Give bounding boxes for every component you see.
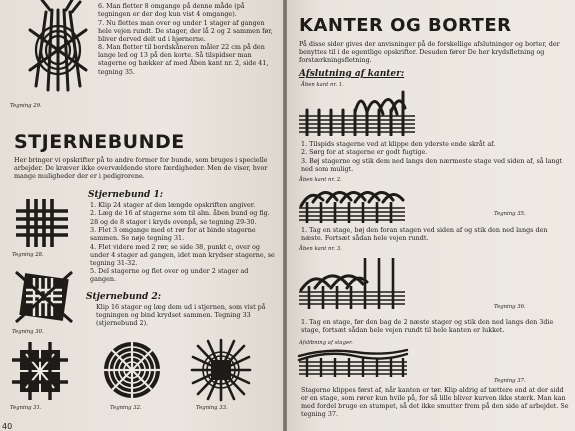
weave-illustration-30	[14, 268, 74, 326]
ak1-step-1: 1. Tilspids stagerne ved at klippe den yderste ende skråt af.	[301, 140, 496, 148]
intro-paragraph: Her bringer vi opskrifter på to andre former for bunde, som bruges i specielle arbejder. De kræver ikke overvældende store færdigheder. Men de viser, hvor mange muligheder der er i pedigrorene.	[14, 156, 268, 181]
edge-illustration-3	[297, 252, 407, 312]
right-intro-paragraph: På disse sider gives der anvisninger på de forskellige afslutninger og borter, der benyttes til i de egentlige opskrifter. Desuden fører De her krydsfletning og forstærkningsfletning.	[299, 40, 560, 65]
step-item-6: 6. Man fletter 8 omgange på denne måde (på tegningen er der dog kun vist 4 omgange).	[98, 2, 245, 19]
weave-illustration-33	[190, 338, 252, 402]
weave-illustration-32	[100, 338, 164, 402]
page-number-left: 40	[2, 422, 13, 431]
label-aaben-kant-3: Åben kant nr. 3.	[299, 246, 342, 252]
caption-tegning-29: Tegning 29.	[10, 103, 42, 109]
edge-illustration-4	[297, 346, 409, 378]
subheading-stjernebund-2: Stjernebund 2:	[86, 292, 162, 302]
subheading-afslutning-af-kanter: Afslutning af kanter:	[299, 69, 405, 79]
stjernebund-2-text: Klip 16 stager og læg dem ud i stjernen, som vist på tegningen og bind krydset sammen. Tegning 33 (stjernebund 2).	[96, 303, 266, 328]
label-aaben-kant-2: Åben kant nr. 2.	[299, 177, 342, 183]
ak1-step-2: 2. Sørg for at stagerne er godt fugtige.	[301, 148, 428, 157]
weave-illustration-29	[22, 0, 94, 98]
top-step-list	[98, 2, 274, 76]
section-heading-kanter-og-borter: KANTER OG BORTER	[299, 15, 512, 36]
label-aaben-kant-1: Åben kant nr. 1.	[301, 82, 344, 88]
afslibning-text: Stagerne klippes først af, når kanten er tør. Klip aldrig af tættere end at der sidd er en stage, som rører kun hvile på, for så lille bliver kurven ikke stærk. Man kan med fordel bruge en stumpet, så det ikke smutter frem på den side af arbejdet. Se tegning 37.	[301, 386, 569, 419]
sb1-step-4: 4. Flet videre med 2 rør, se side 38, punkt c, over og under 4 stager ad gangen, idet man krydser stagerne, se tegning 31-32.	[90, 242, 275, 267]
caption-tegning-30: Tegning 30.	[12, 329, 44, 335]
sb1-step-5: 5. Del stagerne og flet over og under 2 stager ad gangen.	[90, 267, 249, 284]
weave-illustration-28	[14, 197, 70, 249]
aaben-kant-3-text: 1. Tag en stage, før den bag de 2 næste stager og stik den ned langs den 3die stage, fortsæt sådan hele vejen rundt til hele kanten er lukket.	[301, 318, 554, 335]
caption-tegning-37: Tegning 37.	[494, 378, 526, 384]
sb1-step-3: 3. Flet 3 omgange med et rør for at binde stagerne sammen. Se nøje tegning 31.	[90, 226, 256, 243]
caption-tegning-28: Tegning 28.	[12, 252, 44, 258]
sb1-step-2: 2. Læg de 16 af stagerne som til alm. åben bund og fig. 28 og de 8 stager i kryds ovenpå, se tegning 29-30.	[90, 209, 270, 226]
aaben-kant-2-text: 1. Tag en stage, bøj den foran stagen ved siden af og stik den ned langs den næste. Fortsæt sådan hele vejen rundt.	[301, 226, 548, 243]
right-page	[287, 0, 575, 431]
edge-illustration-1	[297, 88, 417, 136]
step-item-8: 8. Man fletter til bordskåneren måler 22 cm på den lange led og 13 på den korte. Så tilspidser man stagerne og hækker af med Åben kant nr. 2, side 41, tegning 35.	[98, 43, 269, 76]
caption-tegning-35: Tegning 35.	[494, 211, 526, 217]
left-page	[0, 0, 283, 431]
caption-tegning-33: Tegning 33.	[196, 405, 228, 411]
sb1-step-1: 1. Klip 24 stager af den længde opskriften angiver.	[90, 201, 256, 209]
section-heading-stjernebunde: STJERNEBUNDE	[14, 131, 185, 153]
label-afslibning-af-stager: Afslibning af stager.	[299, 340, 353, 346]
caption-tegning-36: Tegning 36.	[494, 304, 526, 310]
caption-tegning-31: Tegning 31.	[10, 405, 42, 411]
caption-tegning-32: Tegning 32.	[110, 405, 142, 411]
ak1-step-3: 3. Bøj stagerne og stik dem ned langs den nærmeste stage ved siden af, så langt ned som muligt.	[301, 156, 563, 174]
aaben-kant-1-steps	[301, 140, 569, 174]
stjernebund-1-steps	[90, 201, 276, 284]
step-item-7: 7. Nu flettes man over og under 1 stager af gangen hele vejen rundt. De stager, der lå 2 og 2 sammen før, bliver derved delt ud i hjørnerne.	[98, 18, 273, 43]
edge-illustration-2	[297, 182, 407, 224]
weave-illustration-31	[8, 340, 72, 402]
subheading-stjernebund-1: Stjernebund 1:	[88, 190, 164, 200]
